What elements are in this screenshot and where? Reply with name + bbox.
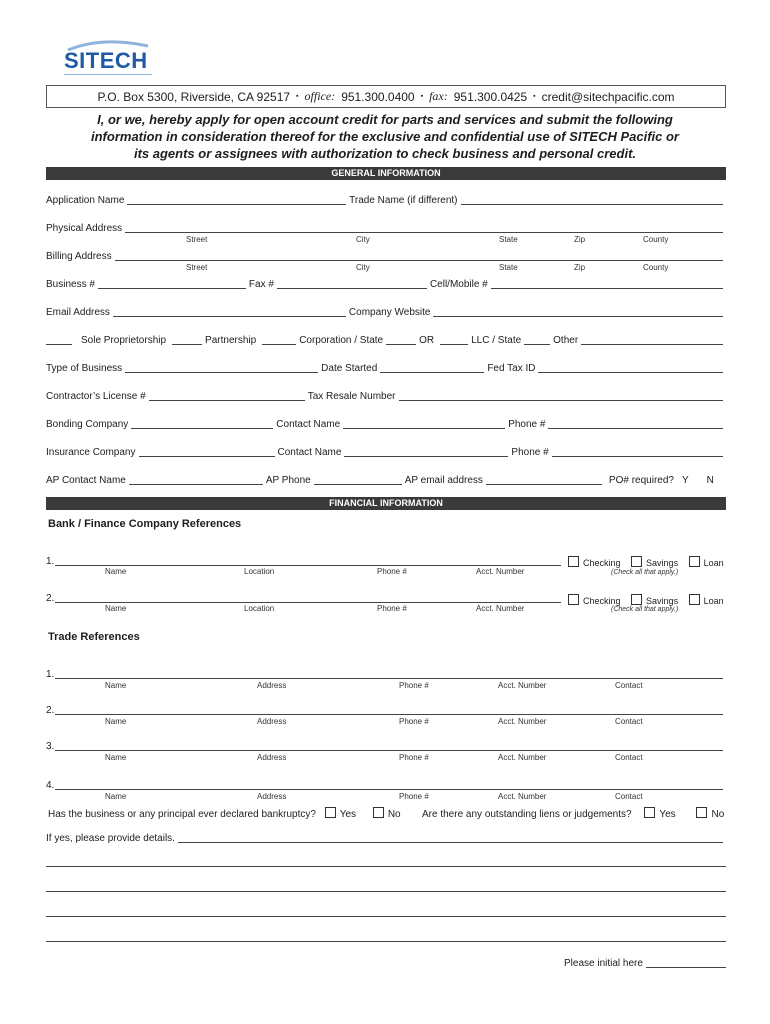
trade-phone-sub: Phone # <box>399 717 429 726</box>
corporation-state-field[interactable] <box>386 335 416 345</box>
trade-name-field[interactable] <box>461 195 724 205</box>
company-website-label: Company Website <box>348 307 431 318</box>
credit-email: credit@sitechpacific.com <box>541 89 675 104</box>
billing-address-label: Billing Address <box>46 251 112 262</box>
intro-line-3: its agents or assignees with authorization to check business and personal credit. <box>133 146 637 161</box>
physical-address-field[interactable] <box>125 223 723 233</box>
email-address-field[interactable] <box>113 307 346 317</box>
trade-name-sub: Name <box>105 753 127 762</box>
po-required-label: PO# required? <box>608 475 674 486</box>
checking-label: Checking <box>583 596 621 606</box>
checkbox-icon[interactable] <box>568 556 579 567</box>
billing-state-sub: State <box>499 263 518 272</box>
checkbox-icon[interactable] <box>631 556 642 567</box>
trade-row-3 <box>46 741 726 753</box>
office-label: office: <box>304 89 336 103</box>
details-field-line-4[interactable] <box>46 916 726 917</box>
insurance-phone-field[interactable] <box>552 447 723 457</box>
date-started-field[interactable] <box>380 363 484 373</box>
checkbox-icon[interactable] <box>568 594 579 605</box>
row-insurance <box>46 447 726 459</box>
ap-contact-name-field[interactable] <box>129 475 263 485</box>
trade-phone-sub: Phone # <box>399 792 429 801</box>
bank-location-sub: Location <box>244 604 275 613</box>
corporation-label: Corporation / State <box>299 335 384 346</box>
billing-street-sub: Street <box>186 263 208 272</box>
row-application <box>46 195 726 207</box>
trade-address-sub: Address <box>257 681 287 690</box>
trade-row-1 <box>46 669 726 681</box>
bankruptcy-question: Has the business or any principal ever declared bankruptcy? <box>48 809 316 820</box>
physical-city-sub: City <box>356 235 370 244</box>
contractors-license-field[interactable] <box>149 391 305 401</box>
row-billing-address <box>46 251 726 263</box>
po-required-yes[interactable]: Y <box>681 475 689 486</box>
bank-row-2-field[interactable] <box>55 593 561 603</box>
savings-label: Savings <box>646 558 679 568</box>
ap-phone-label: AP Phone <box>265 475 311 486</box>
cell-field[interactable] <box>491 279 723 289</box>
trade-name-sub: Name <box>105 717 127 726</box>
business-phone-label: Business # <box>46 279 95 290</box>
bank-references-heading: Bank / Finance Company References <box>48 518 242 530</box>
trade-row-number: 1. <box>46 669 55 680</box>
bonding-company-field[interactable] <box>131 419 273 429</box>
corporation-blank[interactable] <box>262 335 296 345</box>
fax-number: 951.300.0425 <box>453 89 528 104</box>
physical-address-label: Physical Address <box>46 223 123 234</box>
trade-row-number: 3. <box>46 741 55 752</box>
tax-resale-label: Tax Resale Number <box>307 391 396 402</box>
loan-label: Loan <box>703 558 724 568</box>
row-ap-contact <box>46 475 726 487</box>
insurance-contact-label: Contact Name <box>277 447 342 458</box>
fax-field[interactable] <box>277 279 427 289</box>
liens-yes-label: Yes <box>659 809 676 820</box>
row-type-business <box>46 363 726 375</box>
trade-phone-sub: Phone # <box>399 681 429 690</box>
initial-label: Please initial here <box>564 958 643 969</box>
trade-address-sub: Address <box>257 753 287 762</box>
insurance-company-label: Insurance Company <box>46 447 136 458</box>
trade-acct-sub: Acct. Number <box>498 753 547 762</box>
email-address-label: Email Address <box>46 307 110 318</box>
bank-name-sub: Name <box>105 567 127 576</box>
trade-row-4-field[interactable] <box>55 780 723 790</box>
type-of-business-label: Type of Business <box>46 363 123 374</box>
bonding-contact-field[interactable] <box>343 419 505 429</box>
trade-contact-sub: Contact <box>615 792 643 801</box>
date-started-label: Date Started <box>321 363 378 374</box>
ap-email-label: AP email address <box>404 475 483 486</box>
bankruptcy-question-row <box>48 807 401 821</box>
contractors-license-label: Contractor’s License # <box>46 391 146 402</box>
liens-no-label: No <box>711 809 725 820</box>
row-details <box>46 833 726 845</box>
billing-zip-sub: Zip <box>574 263 586 272</box>
bank-row-1-field[interactable] <box>55 556 561 566</box>
type-of-business-field[interactable] <box>125 363 318 373</box>
contact-bar <box>46 85 726 108</box>
trade-row-number: 4. <box>46 780 55 791</box>
trade-contact-sub: Contact <box>615 753 643 762</box>
intro-line-2: information in consideration thereof for the exclusive and confidential use of SITECH Pacific or <box>91 129 679 144</box>
bankruptcy-yes-label: Yes <box>339 809 357 820</box>
intro-statement <box>40 111 730 162</box>
trade-row-2-field[interactable] <box>55 705 723 715</box>
bank-location-sub: Location <box>244 567 275 576</box>
application-name-field[interactable] <box>127 195 346 205</box>
checkbox-icon[interactable] <box>689 594 700 605</box>
billing-city-sub: City <box>356 263 370 272</box>
checkbox-icon[interactable] <box>373 807 384 818</box>
partnership-blank[interactable] <box>172 335 202 345</box>
trade-contact-sub: Contact <box>615 681 643 690</box>
bonding-contact-label: Contact Name <box>276 419 341 430</box>
bank-row-number: 1. <box>46 556 55 567</box>
trade-row-number: 2. <box>46 705 55 716</box>
trade-acct-sub: Acct. Number <box>498 792 547 801</box>
initial-field[interactable] <box>646 958 726 968</box>
llc-blank[interactable] <box>440 335 468 345</box>
checkbox-icon[interactable] <box>325 807 336 818</box>
trade-name-sub: Name <box>105 792 127 801</box>
bonding-phone-label: Phone # <box>508 419 546 430</box>
office-number: 951.300.0400 <box>341 89 415 104</box>
separator: ▪ <box>296 93 299 100</box>
po-box: P.O. Box 5300, Riverside, CA 92517 <box>97 89 291 104</box>
physical-zip-sub: Zip <box>574 235 586 244</box>
details-field-line-2[interactable] <box>46 866 726 867</box>
row-physical-address <box>46 223 726 235</box>
check-all-note: (Check all that apply.) <box>611 569 679 576</box>
physical-street-sub: Street <box>186 235 208 244</box>
checkbox-icon[interactable] <box>696 807 707 818</box>
checkbox-icon[interactable] <box>631 594 642 605</box>
trade-name-sub: Name <box>105 681 127 690</box>
fax-label-field: Fax # <box>248 279 274 290</box>
bank-phone-sub: Phone # <box>377 604 407 613</box>
trade-row-3-field[interactable] <box>55 741 723 751</box>
trade-name-label: Trade Name (if different) <box>349 195 458 206</box>
savings-label: Savings <box>646 596 679 606</box>
physical-state-sub: State <box>499 235 518 244</box>
trade-address-sub: Address <box>257 717 287 726</box>
fax-label: fax: <box>429 89 448 103</box>
trade-address-sub: Address <box>257 792 287 801</box>
trade-row-2 <box>46 705 726 717</box>
llc-state-field[interactable] <box>524 335 550 345</box>
check-all-note: (Check all that apply.) <box>611 606 679 613</box>
row-phones <box>46 279 726 291</box>
bank-name-sub: Name <box>105 604 127 613</box>
logo-underline <box>64 74 152 75</box>
separator: ▪ <box>420 93 424 100</box>
billing-address-field[interactable] <box>115 251 723 261</box>
trade-phone-sub: Phone # <box>399 753 429 762</box>
sole-proprietorship-label: Sole Proprietorship <box>81 335 167 346</box>
fed-tax-id-label: Fed Tax ID <box>487 363 536 374</box>
other-field[interactable] <box>581 335 723 345</box>
logo-text: SITECH <box>64 48 148 73</box>
row-email <box>46 307 726 319</box>
ap-phone-field[interactable] <box>314 475 402 485</box>
bonding-company-label: Bonding Company <box>46 419 129 430</box>
fed-tax-id-field[interactable] <box>538 363 723 373</box>
trade-row-4 <box>46 780 726 792</box>
insurance-phone-label: Phone # <box>511 447 549 458</box>
bankruptcy-no-label: No <box>387 809 401 820</box>
liens-question: Are there any outstanding liens or judgements? <box>422 809 632 820</box>
llc-label: LLC / State <box>471 335 522 346</box>
bank-acct-sub: Acct. Number <box>476 604 525 613</box>
checkbox-icon[interactable] <box>689 556 700 567</box>
company-website-field[interactable] <box>433 307 723 317</box>
liens-question-row <box>422 807 724 821</box>
trade-contact-sub: Contact <box>615 717 643 726</box>
cell-label: Cell/Mobile # <box>429 279 488 290</box>
physical-county-sub: County <box>643 235 669 244</box>
other-label: Other <box>553 335 579 346</box>
partnership-label: Partnership <box>205 335 257 346</box>
checkbox-icon[interactable] <box>644 807 655 818</box>
application-name-label: Application Name <box>46 195 125 206</box>
tax-resale-field[interactable] <box>399 391 724 401</box>
row-contractor <box>46 391 726 403</box>
details-field-line-5[interactable] <box>46 941 726 942</box>
bank-acct-sub: Acct. Number <box>476 567 525 576</box>
trade-row-1-field[interactable] <box>55 669 723 679</box>
general-information-header: GENERAL INFORMATION <box>46 167 726 180</box>
row-initial <box>564 958 726 970</box>
separator: ▪ <box>533 93 536 100</box>
po-required-no[interactable]: N <box>706 475 714 486</box>
details-label: If yes, please provide details. <box>46 833 175 844</box>
trade-references-heading: Trade References <box>48 631 140 643</box>
row-bonding <box>46 419 726 431</box>
sitech-logo <box>62 38 154 78</box>
financial-information-header: FINANCIAL INFORMATION <box>46 497 726 510</box>
billing-county-sub: County <box>643 263 669 272</box>
bank-row-number: 2. <box>46 593 55 604</box>
trade-acct-sub: Acct. Number <box>498 681 547 690</box>
details-field-line-1[interactable] <box>178 833 723 843</box>
or-label: OR <box>419 335 435 346</box>
loan-label: Loan <box>703 596 724 606</box>
ap-email-field[interactable] <box>486 475 602 485</box>
checking-label: Checking <box>583 558 621 568</box>
insurance-contact-field[interactable] <box>344 447 508 457</box>
business-phone-field[interactable] <box>98 279 246 289</box>
ap-contact-name-label: AP Contact Name <box>46 475 126 486</box>
intro-line-1: I, or we, hereby apply for open account credit for parts and services and submit the following <box>97 112 673 127</box>
bank-phone-sub: Phone # <box>377 567 407 576</box>
row-business-structure <box>46 335 726 347</box>
insurance-company-field[interactable] <box>139 447 275 457</box>
sole-proprietorship-blank[interactable] <box>46 335 72 345</box>
bonding-phone-field[interactable] <box>548 419 723 429</box>
details-field-line-3[interactable] <box>46 891 726 892</box>
trade-acct-sub: Acct. Number <box>498 717 547 726</box>
